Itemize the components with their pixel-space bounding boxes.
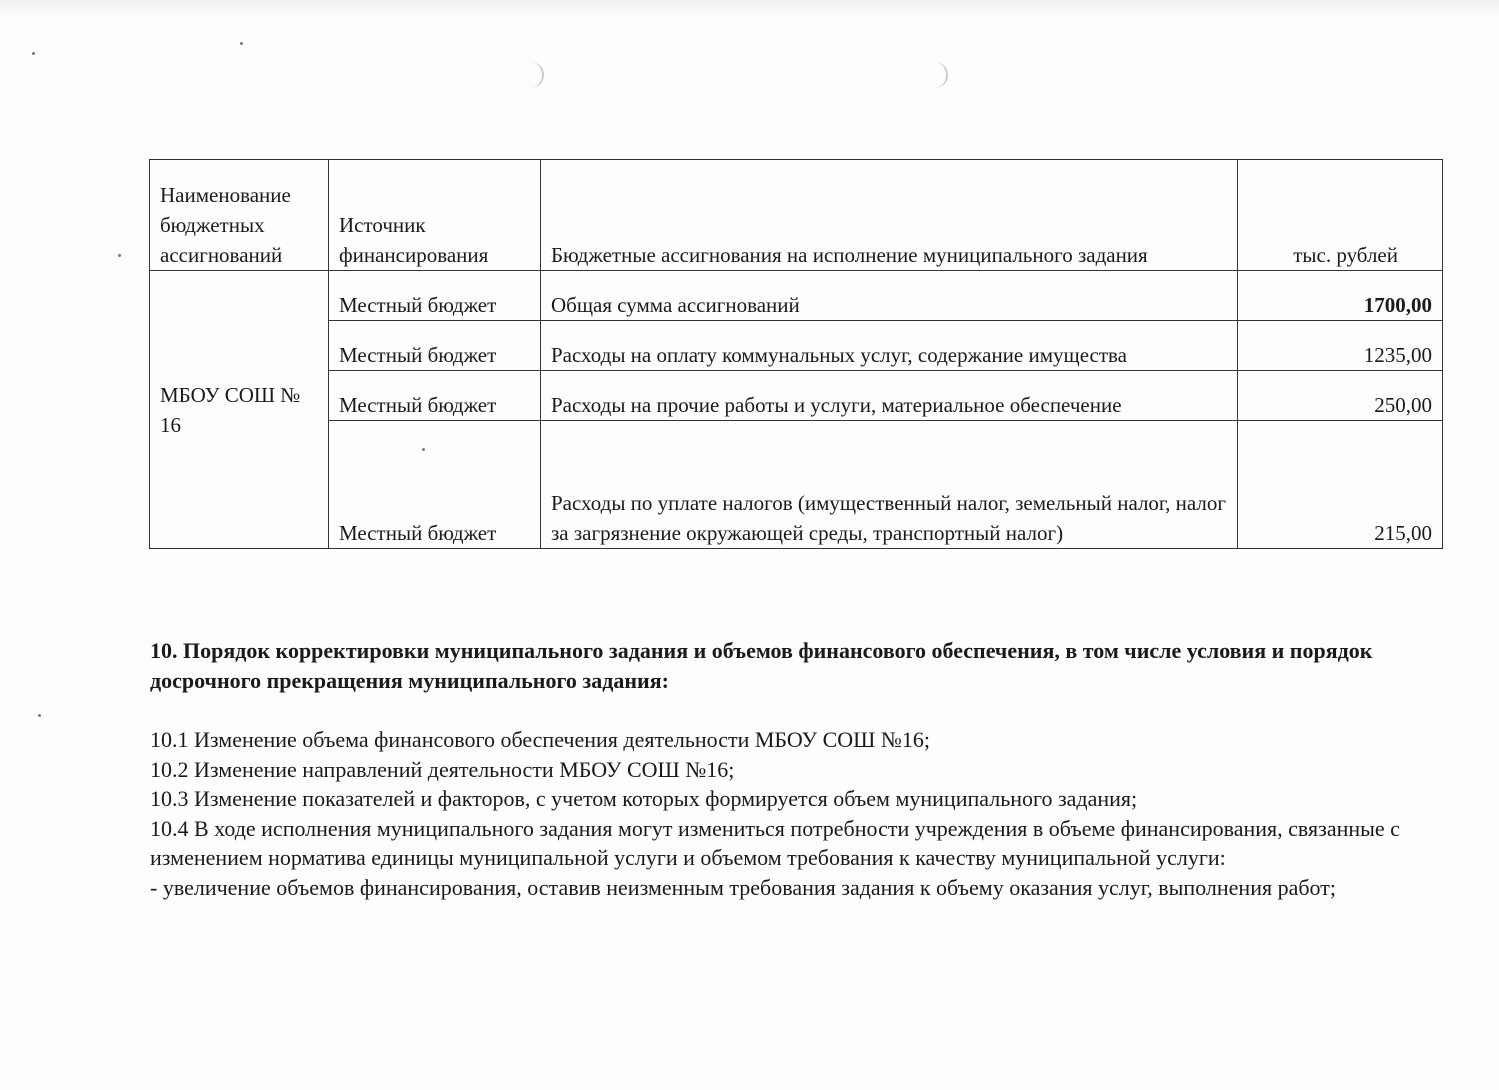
- row-source: Местный бюджет: [329, 271, 541, 321]
- row-amount: 215,00: [1238, 421, 1443, 549]
- scan-speck: [240, 42, 243, 45]
- table-row: [150, 421, 1443, 549]
- section-item: - увеличение объемов финансирования, оставив неизменным требования задания к объему оказания услуг, выполнения работ;: [150, 874, 1336, 900]
- table-row: [150, 271, 1443, 321]
- table-row: [150, 321, 1443, 371]
- row-description: Расходы по уплате налогов (имущественный налог, земельный налог, налог за загрязнение окружающей среды, транспортный налог): [541, 421, 1238, 549]
- section-item: 10.4 В ходе исполнения муниципального задания могут измениться потребности учреждения в объеме финансирования, связанные с изменением норматива единицы муниципальной услуги и объемом требования к качеству муниципальной услуги:: [150, 815, 1400, 870]
- section-10: [150, 636, 1450, 902]
- punch-hole-left: [520, 62, 544, 88]
- table-row: [150, 371, 1443, 421]
- row-amount-total: 1700,00: [1238, 271, 1443, 321]
- section-item: 10.1 Изменение объема финансового обеспечения деятельности МБОУ СОШ №16;: [150, 727, 930, 752]
- row-source: Местный бюджет: [329, 321, 541, 371]
- row-description: Общая сумма ассигнований: [541, 271, 1238, 321]
- budget-allocations-table: [149, 159, 1443, 549]
- header-allocation-name: Наименование бюджетных ассигнований: [150, 160, 329, 271]
- header-allocation-description: Бюджетные ассигнования на исполнение муниципального задания: [541, 160, 1238, 271]
- header-unit: тыс. рублей: [1238, 160, 1443, 271]
- section-heading: 10. Порядок корректировки муниципального задания и объемов финансового обеспечения, в том числе условия и порядок досрочного прекращения муниципального задания:: [150, 638, 1373, 693]
- scan-speck: [32, 52, 35, 55]
- row-description: Расходы на оплату коммунальных услуг, содержание имущества: [541, 321, 1238, 371]
- section-item: 10.2 Изменение направлений деятельности МБОУ СОШ №16;: [150, 756, 735, 782]
- institution-name: МБОУ СОШ № 16: [150, 271, 329, 549]
- row-source: Местный бюджет: [329, 371, 541, 421]
- scan-speck: [38, 714, 41, 717]
- row-amount: 250,00: [1238, 371, 1443, 421]
- scan-speck: [118, 254, 121, 257]
- section-item: 10.3 Изменение показателей и факторов, с учетом которых формируется объем муниципального задания;: [150, 786, 1138, 811]
- section-spacer: [150, 695, 1450, 725]
- row-amount: 1235,00: [1238, 321, 1443, 371]
- scan-edge-shadow: [0, 0, 1499, 18]
- punch-hole-right: [924, 62, 948, 88]
- table-header-row: [150, 160, 1443, 271]
- row-source: Местный бюджет: [329, 421, 541, 549]
- row-description: Расходы на прочие работы и услуги, материальное обеспечение: [541, 371, 1238, 421]
- header-funding-source: Источник финансирования: [329, 160, 541, 271]
